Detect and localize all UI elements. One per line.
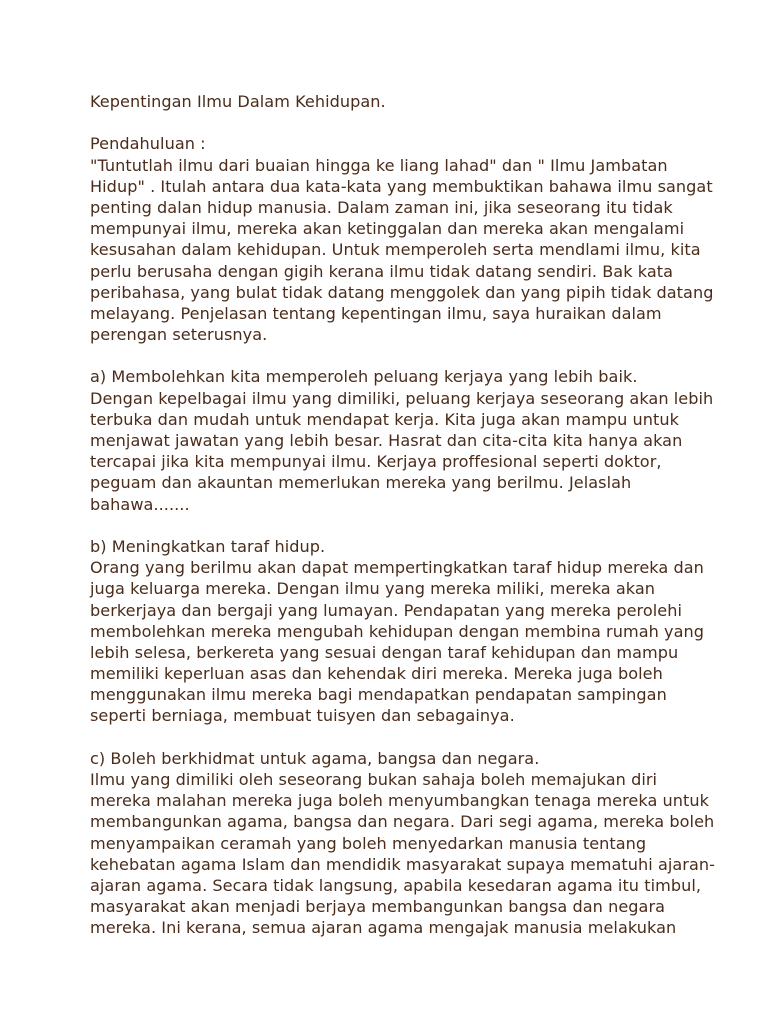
section-c-heading: c) Boleh berkhidmat untuk agama, bangsa dan negara. <box>90 748 540 768</box>
document-page <box>90 91 715 939</box>
section-c-line: Ilmu yang dimiliki oleh seseorang bukan sahaja boleh memajukan diri <box>90 770 658 789</box>
intro-line: peribahasa, yang bulat tidak datang menggolek dan yang pipih tidak datang <box>90 282 714 302</box>
intro-line: kesusahan dalam kehidupan. Untuk memperoleh serta mendlami ilmu, kita <box>90 240 701 260</box>
intro-line: Hidup" . Itulah antara dua kata-kata yang membuktikan bahawa ilmu sangat <box>90 176 713 196</box>
section-c-line: membangunkan agama, bangsa dan negara. Dari segi agama, mereka boleh <box>90 812 715 832</box>
intro-line: penting dalan hidup manusia. Dalam zaman ini, jika seseorang itu tidak <box>90 197 673 217</box>
section-b-line: Orang yang berilmu akan dapat mempertingkatkan taraf hidup mereka dan <box>90 558 704 578</box>
section-c-line: ajaran agama. Secara tidak langsung, apabila kesedaran agama itu timbul, <box>90 875 702 895</box>
section-b-heading: b) Meningkatkan taraf hidup. <box>90 536 326 556</box>
section-b-line: menggunakan ilmu mereka bagi mendapatkan pendapatan sampingan <box>90 685 667 705</box>
section-b-line: seperti berniaga, membuat tuisyen dan sebagainya. <box>90 706 515 726</box>
section-a-line: menjawat jawatan yang lebih besar. Hasrat dan cita-cita kita hanya akan <box>90 431 683 450</box>
section-a-heading: a) Membolehkan kita memperoleh peluang kerjaya yang lebih baik. <box>90 367 638 387</box>
intro-line: perlu berusaha dengan gigih kerana ilmu tidak datang sendiri. Bak kata <box>90 261 673 281</box>
section-b-line: membolehkan mereka mengubah kehidupan dengan membina rumah yang <box>90 621 705 641</box>
section-b-line: lebih selesa, berkereta yang sesuai dengan taraf kehidupan dan mampu <box>90 642 679 662</box>
section-a-line: tercapai jika kita mempunyai ilmu. Kerjaya proffesional seperti doktor, <box>90 452 662 472</box>
section-b-line: berkerjaya dan bergaji yang lumayan. Pendapatan yang mereka perolehi <box>90 600 682 620</box>
section-c-line: kehebatan agama Islam dan mendidik masyarakat supaya mematuhi ajaran- <box>90 854 715 874</box>
section-c-line: masyarakat akan menjadi berjaya membangunkan bangsa dan negara <box>90 897 666 917</box>
section-a-line: terbuka dan mudah untuk mendapat kerja. Kita juga akan mampu untuk <box>90 409 679 429</box>
section-b-line: juga keluarga mereka. Dengan ilmu yang mereka miliki, mereka akan <box>90 579 656 599</box>
section-c-line: menyampaikan ceramah yang boleh menyedarkan manusia tentang <box>90 833 647 853</box>
paragraph-gap <box>90 727 690 748</box>
intro-line: "Tuntutlah ilmu dari buaian hingga ke liang lahad" dan " Ilmu Jambatan <box>90 155 668 175</box>
section-b-line: memiliki keperluan asas dan kehendak diri mereka. Mereka juga boleh <box>90 664 663 684</box>
document-title: Kepentingan Ilmu Dalam Kehidupan. <box>90 92 386 111</box>
section-a-line: peguam dan akauntan memerlukan mereka yang berilmu. Jelaslah <box>90 473 632 493</box>
intro-line: perengan seterusnya. <box>90 325 268 345</box>
section-a-line: Dengan kepelbagai ilmu yang dimiliki, peluang kerjaya seseorang akan lebih <box>90 388 714 408</box>
section-c-line: mereka. Ini kerana, semua ajaran agama mengajak manusia melakukan <box>90 918 677 938</box>
intro-line: mempunyai ilmu, mereka akan ketinggalan dan mereka akan mengalami <box>90 219 685 239</box>
section-c-line: mereka malahan mereka juga boleh menyumbangkan tenaga mereka untuk <box>90 791 710 811</box>
paragraph-gap <box>90 345 690 366</box>
paragraph-gap <box>90 112 690 133</box>
intro-heading: Pendahuluan : <box>90 134 206 154</box>
section-a-line: bahawa....... <box>90 494 190 514</box>
paragraph-gap <box>90 515 690 536</box>
intro-line: melayang. Penjelasan tentang kepentingan ilmu, saya huraikan dalam <box>90 303 662 323</box>
